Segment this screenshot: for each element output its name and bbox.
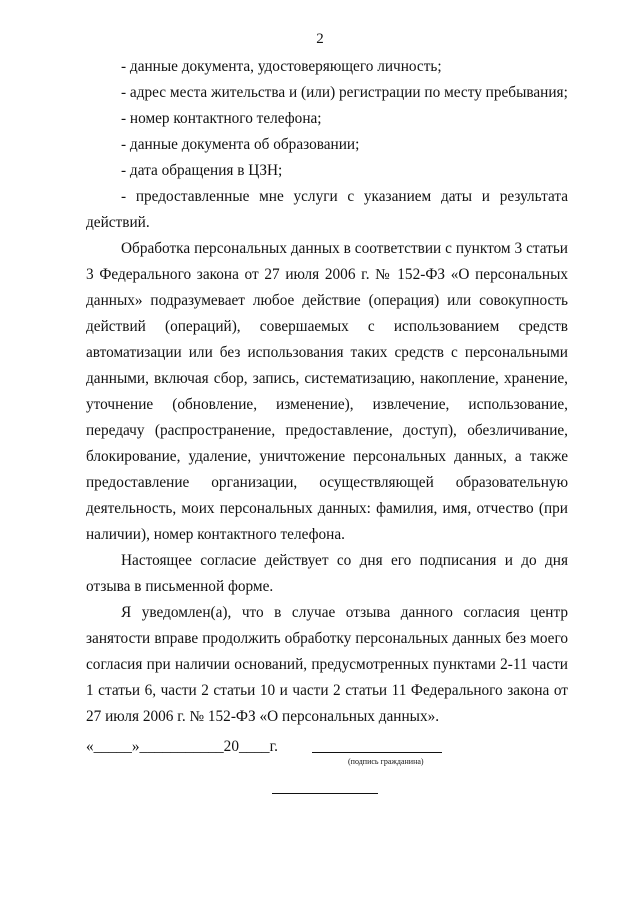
signature-line [312, 752, 442, 753]
signature-caption: (подпись гражданина) [348, 757, 424, 766]
list-item: - данные документа об образовании; [121, 136, 360, 153]
paragraph-processing [86, 236, 568, 548]
list-item: - дата обращения в ЦЗН; [121, 162, 283, 179]
list-item: - адрес места жительства и (или) регистрации по месту пребывания; [121, 84, 568, 101]
paragraph-text: Настоящее согласие действует со дня его подписания и до дня отзыва в письменной форме. [86, 552, 568, 595]
list-item: - данные документа, удостоверяющего личность; [121, 58, 442, 75]
personal-data-list [86, 54, 568, 236]
list-item: - номер контактного телефона; [121, 110, 322, 127]
paragraph-text: Я уведомлен(а), что в случае отзыва данного согласия центр занятости вправе продолжить обработку персональных данных без моего согласия при наличии оснований, предусмотренных пунктами 2-11 части 1 статьи 6, части 2 статьи 10 и части 2 статьи 11 Федерального закона от 27 июля 2006 г. № 152-ФЗ «О персональных данных». [86, 604, 568, 725]
paragraph-validity [86, 548, 568, 600]
page-number: 2 [316, 31, 324, 47]
list-item: - предоставленные мне услуги с указанием даты и результата действий. [86, 188, 568, 231]
paragraph-notification [86, 600, 568, 730]
bottom-divider [272, 793, 378, 794]
paragraph-text: Обработка персональных данных в соответствии с пунктом 3 статьи 3 Федерального закона от 27 июля 2006 г. № 152-ФЗ «О персональных данных» подразумевает любое действие (операция) или совокупность действий (операций), совершаемых с использованием средств автоматизации или без использования таких средств с персональными данными, включая сбор, запись, систематизацию, накопление, хранение, уточнение (обновление, изменение), извлечение, использование, передачу (распространение, предоставление, доступ), обезличивание, блокирование, удаление, уничтожение персональных данных, а также предоставление организации, осуществляющей образовательную деятельность, моих персональных данных: фамилия, имя, отчество (при наличии), номер контактного телефона. [86, 240, 568, 543]
signature-row [86, 735, 568, 766]
date-blank: «_____»___________20____г. [86, 738, 278, 755]
